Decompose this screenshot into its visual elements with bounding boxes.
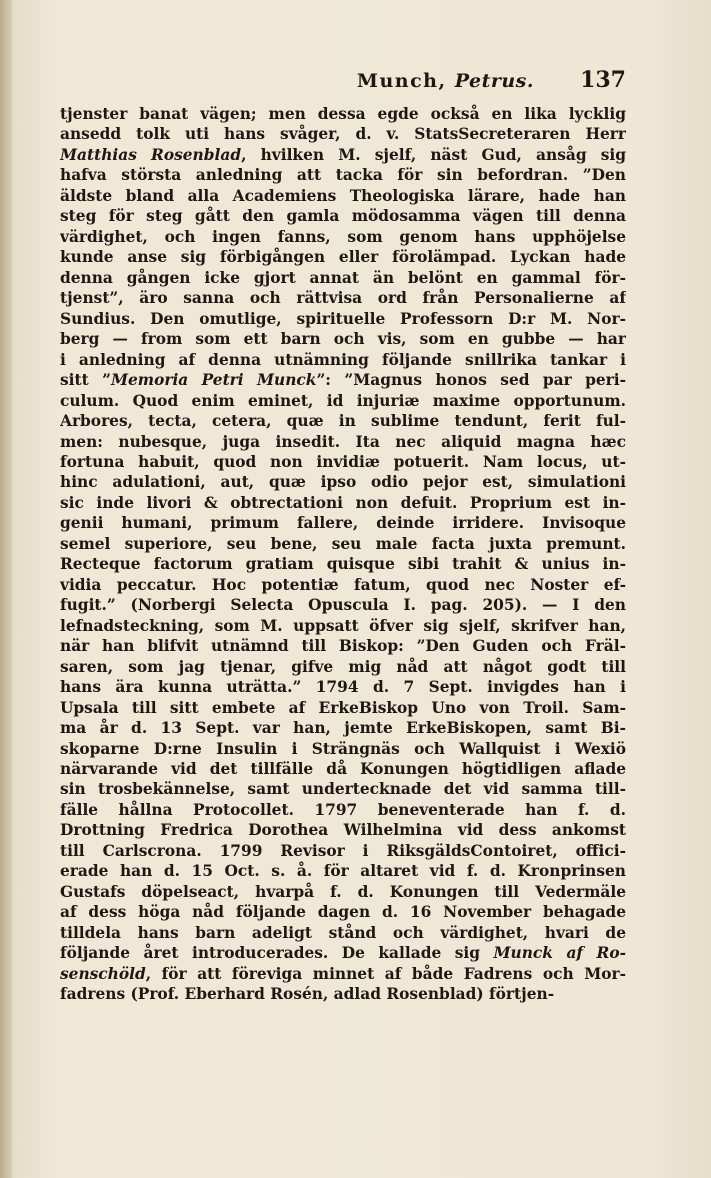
text-run: tjenster banat vägen; men dessa egde också en lika lycklig (60, 105, 626, 123)
text-line (60, 882, 626, 902)
text-line (60, 923, 626, 943)
text-line (60, 452, 626, 472)
text-line (60, 759, 626, 779)
text-line (60, 616, 626, 636)
text-run: Sundius. Den omutlige, spirituelle Professorn D:r M. Nor- (60, 309, 626, 328)
text-run: fälle hållna Protocollet. 1797 beneventerade han f. d. (60, 800, 626, 819)
text-line (60, 984, 626, 1004)
text-run: men: nubesque, juga insedit. Ita nec aliquid magna hæc (60, 432, 626, 451)
text-run: , för att föreviga minnet af både Fadrens och Mor- (145, 964, 626, 983)
text-line (60, 779, 626, 799)
text-line (60, 288, 626, 308)
text-run: saren, som jag tjenar, gifve mig nåd att något godt till (60, 657, 626, 676)
text-run: denna gången icke gjort annat än belönt en gammal för- (60, 268, 626, 287)
text-run: kunde anse sig förbigången eller förolämpad. Lyckan hade (60, 248, 626, 267)
text-line (60, 186, 626, 206)
text-run: äldste bland alla Academiens Theologiska lärare, hade han (60, 186, 626, 205)
text-run: följande året introducerades. De kallade sig (60, 944, 494, 963)
text-run: sin trosbekännelse, samt undertecknade det vid samma till- (60, 780, 626, 799)
text-line (60, 800, 626, 820)
text-line (60, 472, 626, 492)
text-line (60, 165, 626, 185)
text-line (60, 841, 626, 861)
text-run: fugit.” (Norbergi Selecta Opuscula I. pag. 205). — I den (60, 596, 626, 615)
text-line (60, 677, 626, 697)
text-line (60, 513, 626, 533)
text-line (60, 432, 626, 452)
text-line (60, 145, 626, 165)
text-run: hafva största anledning att tacka för sin befordran. ”Den (60, 166, 626, 185)
italic-text: Memoria Petri Munck (110, 371, 317, 390)
text-run: culum. Quod enim eminet, id injuriæ maxime opportunum. (60, 391, 626, 410)
text-run: i anledning af denna utnämning följande snillrika tankar i (60, 350, 626, 369)
text-run: Gustafs döpelseact, hvarpå f. d. Konungen till Vedermäle (60, 882, 626, 901)
page-header (60, 64, 626, 94)
text-run: vidia peccatur. Hoc potentiæ fatum, quod nec Noster ef- (60, 575, 626, 594)
text-run: hans ära kunna uträtta.” 1794 d. 7 Sept. invigdes han i (60, 678, 626, 697)
text-line (60, 698, 626, 718)
text-run: semel superiore, seu bene, seu male facta juxta premunt. (60, 534, 626, 553)
text-line (60, 534, 626, 554)
text-run: till Carlscrona. 1799 Revisor i RiksgäldsContoiret, offici- (60, 841, 626, 860)
text-line (60, 329, 626, 349)
body-text (60, 104, 626, 1005)
text-line (60, 820, 626, 840)
text-line (60, 657, 626, 677)
text-line (60, 493, 626, 513)
text-run: fortuna habuit, quod non invidiæ potuerit. Nam locus, ut- (60, 452, 626, 471)
text-line (60, 309, 626, 329)
text-run: erade han d. 15 Oct. s. å. för altaret vid f. d. Kronprinsen (60, 862, 626, 881)
text-run: sic inde livori & obtrectationi non defuit. Proprium est in- (60, 493, 626, 512)
text-run: när han blifvit utnämnd till Biskop: ”Den Guden och Fräl- (60, 637, 626, 656)
text-run: hinc adulationi, aut, quæ ipso odio pejor est, simulationi (60, 473, 626, 492)
book-spine-shadow (0, 0, 12, 1178)
italic-text: Munck af Ro- (493, 944, 626, 963)
text-line (60, 964, 626, 984)
text-line (60, 554, 626, 574)
text-run: ansedd tolk uti hans svåger, d. v. StatsSecreteraren Herr (60, 125, 626, 144)
text-line (60, 861, 626, 881)
text-line (60, 943, 626, 963)
text-run: värdighet, och ingen fanns, som genom hans upphöjelse (60, 227, 626, 246)
text-run: berg — from som ett barn och vis, som en gubbe — har (60, 330, 626, 349)
text-line (60, 575, 626, 595)
text-run: ”: ”Magnus honos sed par peri- (316, 371, 626, 390)
text-run: Upsala till sitt embete af ErkeBiskop Uno von Troil. Sam- (60, 698, 626, 717)
text-run: ma år d. 13 Sept. var han, jemte ErkeBiskopen, samt Bi- (60, 719, 626, 738)
text-line (60, 104, 626, 124)
text-line (60, 739, 626, 759)
text-line (60, 411, 626, 431)
text-run: Recteque factorum gratiam quisque sibi trahit & unius in- (60, 555, 626, 574)
text-run: af dess höga nåd följande dagen d. 16 November behagade (60, 903, 626, 922)
text-run: Drottning Fredrica Dorothea Wilhelmina vid dess ankomst (60, 821, 626, 840)
text-run: skoparne D:rne Insulin i Strängnäs och Wallquist i Wexiö (60, 739, 626, 758)
text-run: fadrens (Prof. Eberhard Rosén, adlad Rosenblad) förtjen- (60, 985, 555, 1004)
running-head-author: Munch, (356, 70, 447, 92)
text-line (60, 227, 626, 247)
text-run: sitt ” (60, 371, 111, 390)
text-line (60, 247, 626, 267)
text-run: genii humani, primum fallere, deinde irridere. Invisoque (60, 514, 626, 533)
text-line (60, 350, 626, 370)
text-run: lefnadsteckning, som M. uppsatt öfver sig sjelf, skrifver han, (60, 616, 626, 635)
italic-text: senschöld (60, 964, 146, 983)
text-run: , hvilken M. sjelf, näst Gud, ansåg sig (241, 145, 626, 164)
text-line (60, 902, 626, 922)
text-line (60, 206, 626, 226)
running-head (357, 70, 534, 92)
text-line (60, 595, 626, 615)
text-run: närvarande vid det tillfälle då Konungen högtidligen aflade (60, 760, 626, 778)
text-run: tjenst”, äro sanna och rättvisa ord från Personalierne af (60, 289, 626, 308)
page-number: 137 (580, 67, 626, 93)
running-head-name: Petrus. (454, 70, 534, 92)
text-run: Arbores, tecta, cetera, quæ in sublime tendunt, ferit ful- (60, 412, 626, 431)
text-line (60, 370, 626, 390)
text-line (60, 391, 626, 411)
text-run: steg för steg gått den gamla mödosamma vägen till denna (60, 207, 626, 226)
text-run: tilldela hans barn adeligt stånd och värdighet, hvari de (60, 923, 626, 942)
text-line (60, 636, 626, 656)
text-line (60, 268, 626, 288)
text-line (60, 718, 626, 738)
text-line (60, 124, 626, 144)
italic-text: Matthias Rosenblad (60, 145, 242, 164)
